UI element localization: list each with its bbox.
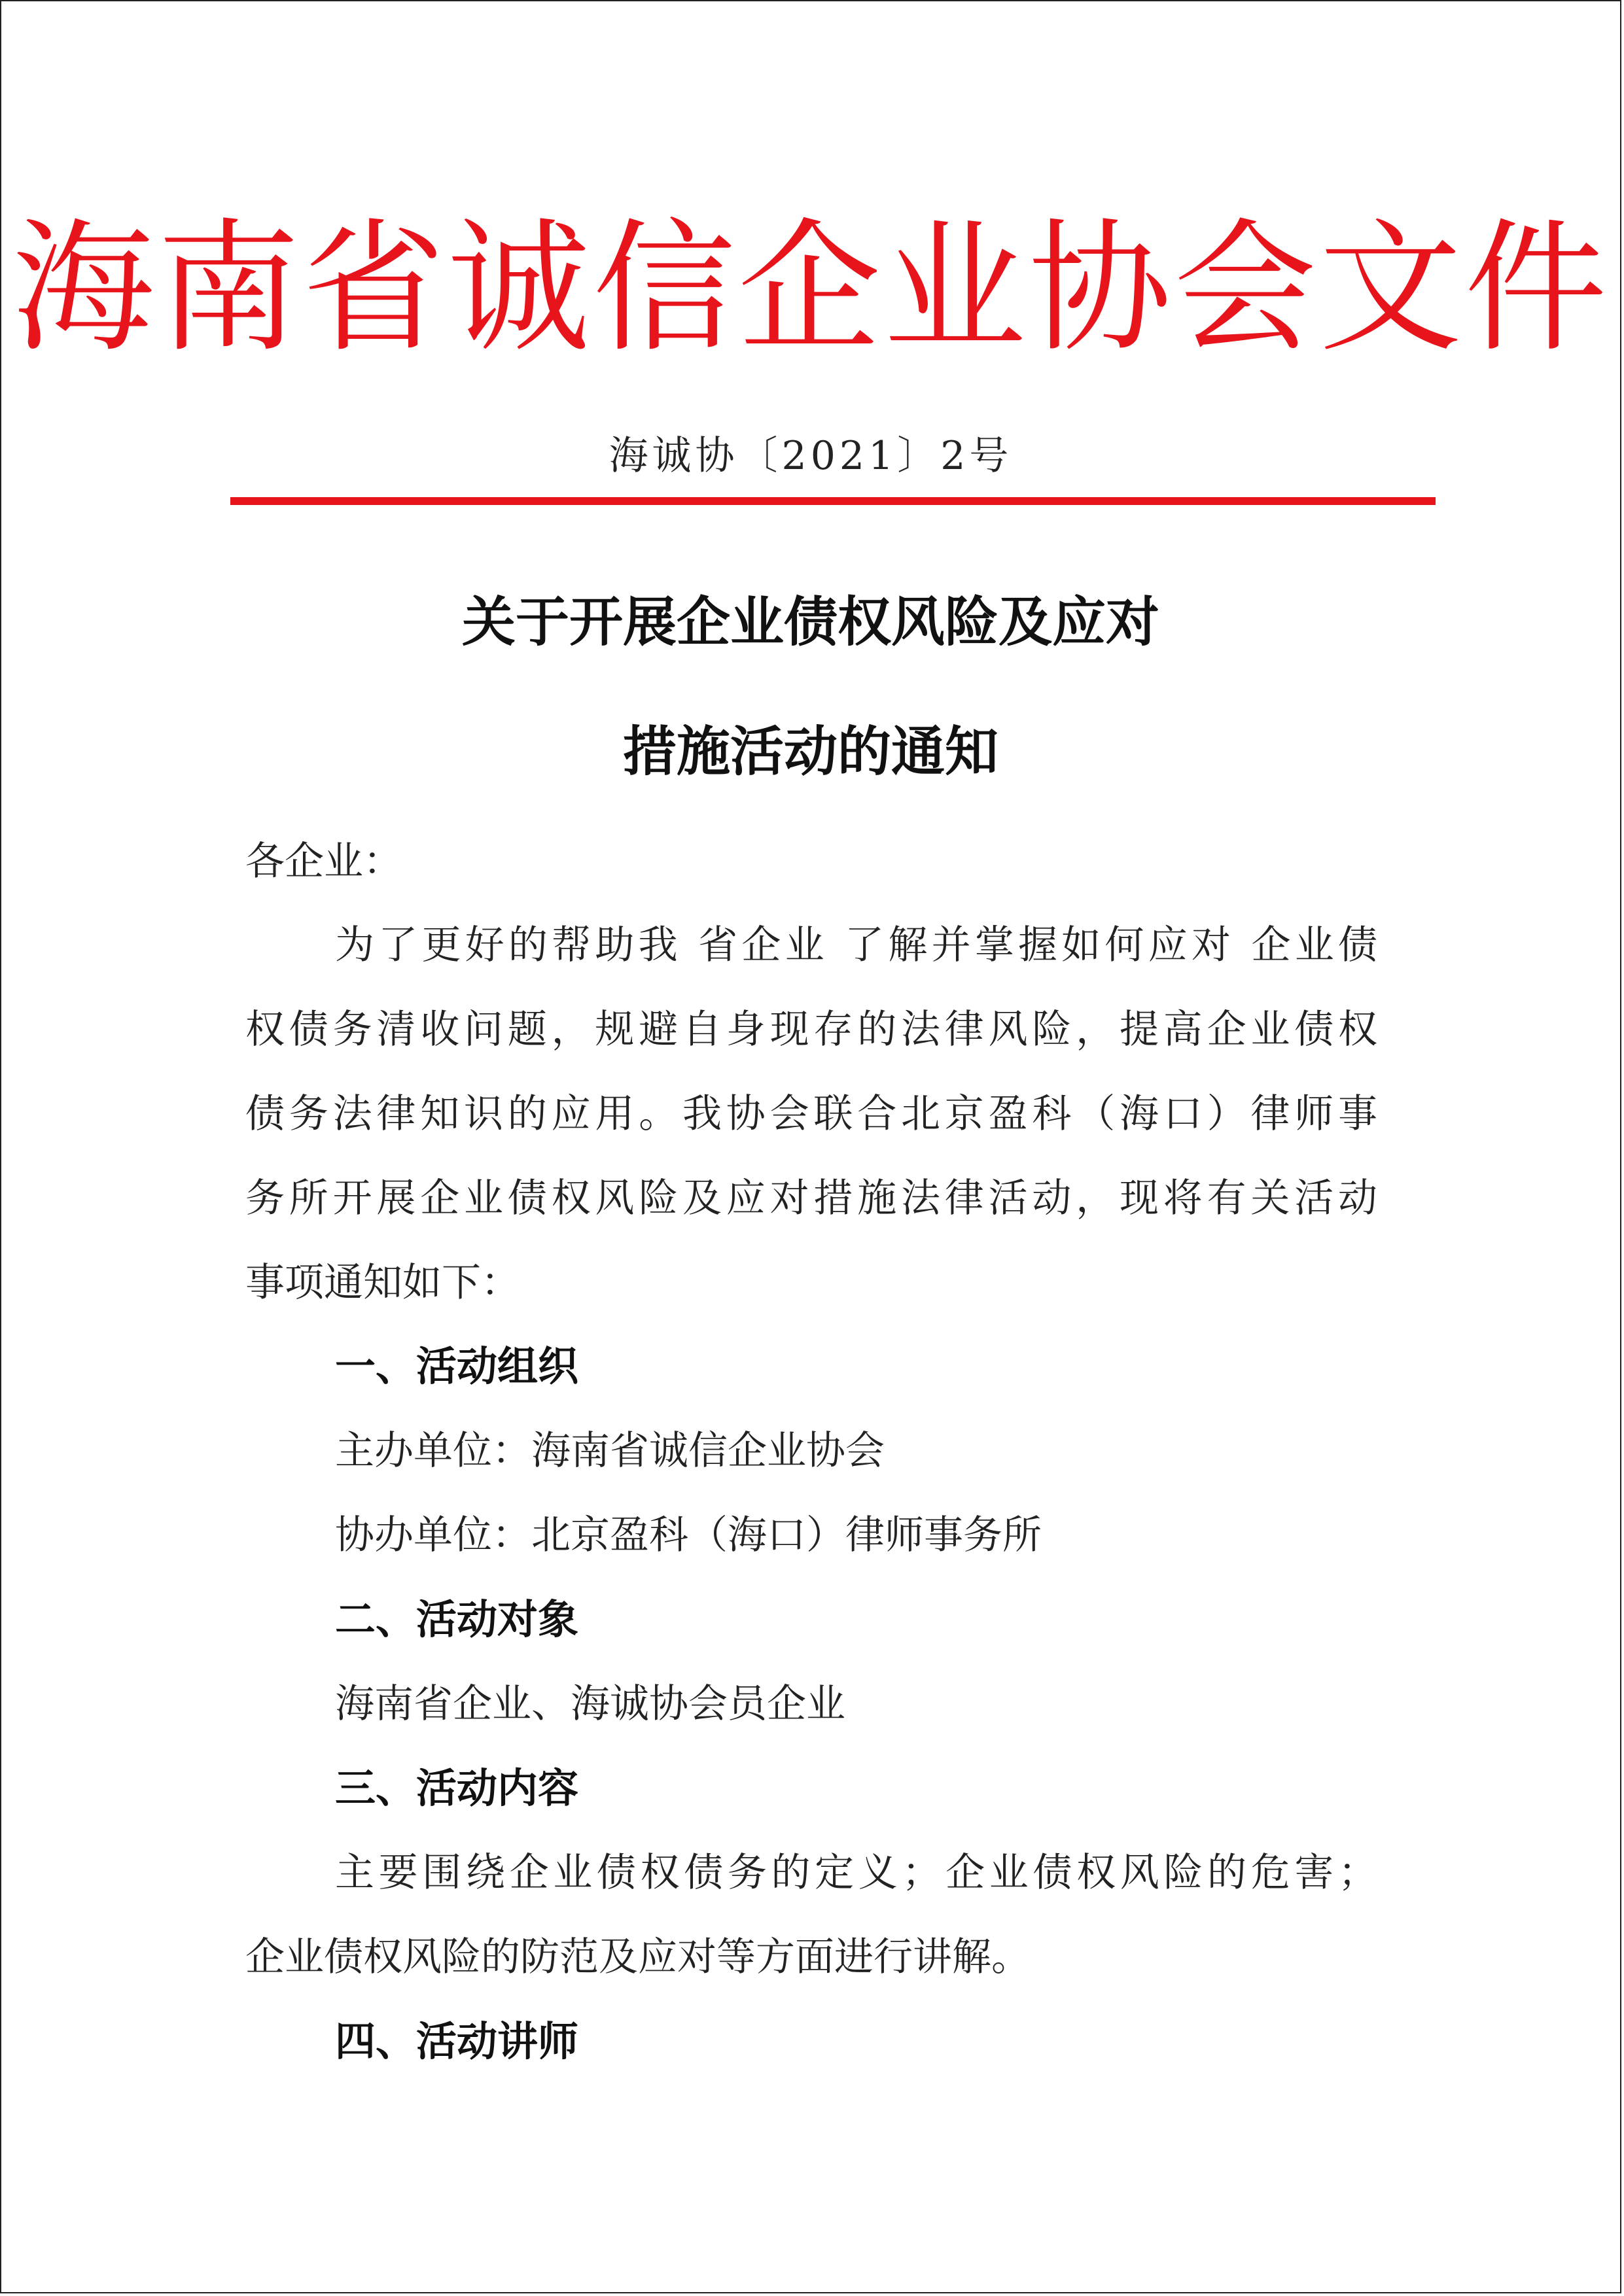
notice-title-line-2: 措施活动的通知 [622, 721, 998, 783]
section-heading-lecturer: 四、活动讲师 [335, 2017, 579, 2065]
organizer-line: 主办单位：海南省诚信企业协会 [335, 1428, 885, 1474]
salutation: 各企业： [245, 839, 402, 884]
content-line: 企业债权风险的防范及应对等方面进行讲解。 [245, 1934, 1031, 1980]
co-organizer-line: 协办单位：北京盈科（海口）律师事务所 [335, 1512, 1042, 1558]
intro-line: 务所开展企业债权风险及应对措施法律活动，现将有关活动 [245, 1175, 1377, 1221]
org-masthead-title: 海南省诚信企业协会文件 [12, 206, 1610, 372]
intro-line: 事项通知如下： [245, 1260, 520, 1306]
document-number: 海诚协〔2021〕2号 [609, 433, 1013, 479]
intro-line: 债务法律知识的应用。我协会联合北京盈科（海口）律师事 [245, 1091, 1377, 1137]
notice-title-line-1: 关于开展企业债权风险及应对 [461, 591, 1159, 653]
intro-line: 为了更好的帮助我 省企业 了解并掌握如何应对 企业债 [335, 922, 1377, 968]
section-heading-organization: 一、活动组织 [335, 1342, 579, 1390]
section-heading-content: 三、活动内容 [335, 1764, 579, 1812]
intro-line: 权债务清收问题，规避自身现存的法律风险，提高企业债权 [245, 1007, 1377, 1052]
content-line: 主要围绕企业债权债务的定义；企业债权风险的危害； [335, 1850, 1377, 1896]
audience-line: 海南省企业、海诚协会员企业 [335, 1681, 845, 1727]
red-divider-line [230, 497, 1436, 505]
section-heading-audience: 二、活动对象 [335, 1595, 579, 1643]
